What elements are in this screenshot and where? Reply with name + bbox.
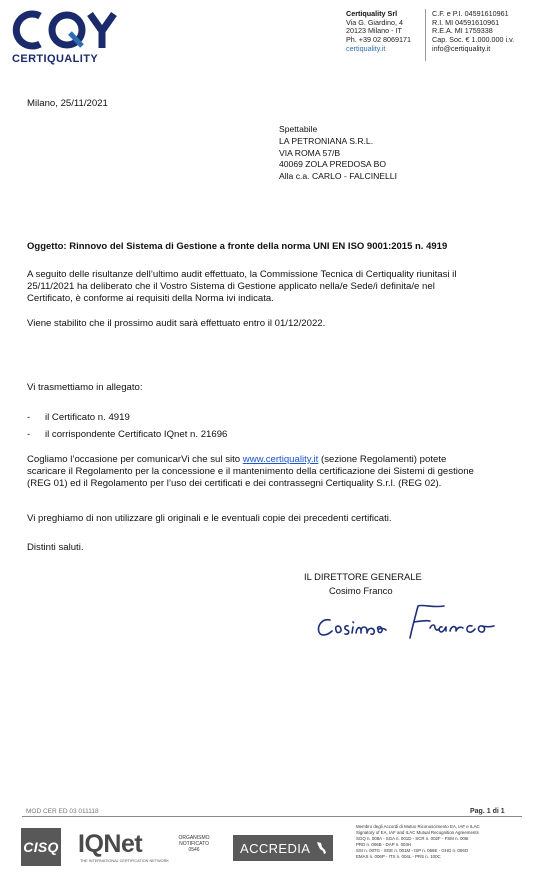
paragraph-next-audit	[27, 318, 527, 330]
certiquality-logo	[10, 8, 120, 64]
iqnet-tagline: THE INTERNATIONAL CERTIFICATION NETWORK	[80, 859, 169, 863]
paragraph-line: (REG 01) ed il Regolamento per l’uso dei certificati e dei contrassegni Certiquality S.r.l. (REG 02).	[27, 478, 442, 490]
attachments-list	[27, 410, 227, 443]
attachment-text: il corrispondente Certificato IQnet n. 21696	[45, 428, 228, 440]
list-item	[27, 427, 227, 444]
list-bullet: -	[27, 428, 31, 440]
company-address-block	[346, 10, 411, 54]
accreditation-line: Signatory of EA, IAF and ILAC Mutual Recognition Agreements	[356, 830, 479, 836]
accreditation-line: SGQ n. 008A - SGA n. 001D - SCR n. 002F - FSM n. 006I	[356, 836, 469, 842]
attachment-text: il Certificato n. 4919	[45, 412, 130, 423]
logo-wordmark: CERTIQUALITY	[12, 53, 99, 65]
paragraph-line: Certificato, è conforme ai requisiti della Norma ivi indicata.	[27, 293, 274, 305]
company-legal-block	[432, 10, 514, 54]
company-capital: Cap. Soc. € 1.000.000 i.v.	[432, 35, 515, 45]
accreditation-line: Membro degli Accordi di Mutuo Riconoscimento EA, IAF e ILAC	[356, 824, 480, 829]
company-website-link[interactable]: certiquality.it	[346, 43, 386, 53]
notified-body-number: 0546	[188, 847, 200, 854]
handwritten-signature-icon	[314, 600, 514, 648]
paragraph-audit-result	[27, 269, 527, 306]
company-city: 20123 Milano - IT	[346, 26, 402, 36]
signer-role: IL DIRETTORE GENERALE	[304, 571, 422, 582]
attachments-title: Vi trasmettiamo in allegato:	[27, 382, 143, 393]
paragraph-line: Viene stabilito che il prossimo audit sarà effettuato entro il 01/12/2022.	[27, 318, 326, 329]
notified-body-line: NOTIFICATO	[179, 841, 209, 848]
accredia-wordmark: ACCREDIA	[240, 840, 311, 856]
company-phone: Ph. +39 02 8069171	[346, 35, 411, 45]
accredia-logo	[233, 835, 333, 861]
company-tax-id: C.F. e P.I. 04591610961	[432, 9, 509, 18]
accreditation-note	[356, 824, 480, 861]
recipient-street: VIA ROMA 57/B	[279, 147, 341, 158]
signature-block	[304, 570, 422, 597]
letter-subject: Oggetto: Rinnovo del Sistema di Gestione a fronte della norma UNI EN ISO 9001:2015 n. 4919	[27, 241, 448, 252]
paragraph-originals-notice: Vi preghiamo di non utilizzare gli originali e le eventuali copie dei precedenti certificati.	[27, 513, 392, 524]
company-name: Certiquality Srl	[346, 9, 398, 18]
paragraph-regulations	[27, 454, 527, 491]
accreditation-line: PRD n. 006B - DAP n. 003H	[356, 842, 412, 848]
company-email-link[interactable]: info@certiquality.it	[432, 43, 491, 53]
paragraph-text: (sezione Regolamenti) potete	[318, 454, 447, 465]
company-street: Via G. Giardino, 4	[346, 17, 403, 27]
closing-greeting: Distinti saluti.	[27, 542, 84, 553]
document-code: MOD CER ED 03 011118	[26, 808, 99, 815]
recipient-company: LA PETRONIANA S.R.L.	[279, 135, 374, 146]
notified-body-line: ORGANISMO	[178, 835, 210, 841]
italy-shape-icon	[315, 841, 327, 855]
paragraph-text: Cogliamo l’occasione per comunicarVi che sul sito	[27, 454, 243, 465]
notified-body-mark	[171, 835, 217, 854]
recipient-attention: Alla c.a. CARLO - FALCINELLI	[279, 171, 397, 182]
recipient-address	[279, 124, 397, 183]
certiquality-site-link[interactable]: www.certiquality.it	[242, 454, 319, 465]
list-bullet: -	[27, 412, 31, 423]
company-ri: R.I. MI 04591610961	[432, 17, 500, 27]
cisq-wordmark: CISQ	[23, 839, 59, 855]
paragraph-line: A seguito delle risultanze dell’ultimo audit effettuato, la Commissione Tecnica di Certiquality riunitasi il	[27, 269, 457, 280]
page-number: Pag. 1 di 1	[470, 808, 505, 815]
recipient-salutation: Spettabile	[279, 124, 318, 134]
header-divider	[425, 9, 426, 61]
iqnet-wordmark: IQNet	[78, 830, 143, 858]
paragraph-line: scaricare il Regolamento per la concessione e il mantenimento della certificazione dei Sistemi di gestione	[27, 466, 474, 478]
iqnet-logo	[78, 828, 169, 868]
signer-name: Cosimo Franco	[329, 584, 393, 596]
recipient-city: 40069 ZOLA PREDOSA BO	[279, 159, 386, 170]
accreditation-line: SSI n. 007G - SGE n. 001M - ISP n. 066E - GHG n. 006O	[356, 848, 469, 854]
cisq-logo	[21, 828, 61, 866]
company-rea: R.E.A. MI 1759338	[432, 26, 493, 36]
paragraph-line: 25/11/2021 ha deliberato che il Vostro Sistema di Gestione applicato nella/e Sede/i definita/e nel	[27, 281, 435, 293]
cqy-logo-mark-icon	[10, 8, 120, 52]
footer-divider	[22, 816, 522, 817]
paragraph-line	[27, 454, 527, 466]
accreditation-line: EMAS n. 006P - ITX n. 004L - PRS n. 100C	[356, 854, 441, 860]
letter-date: Milano, 25/11/2021	[27, 98, 108, 109]
list-item	[27, 410, 227, 427]
